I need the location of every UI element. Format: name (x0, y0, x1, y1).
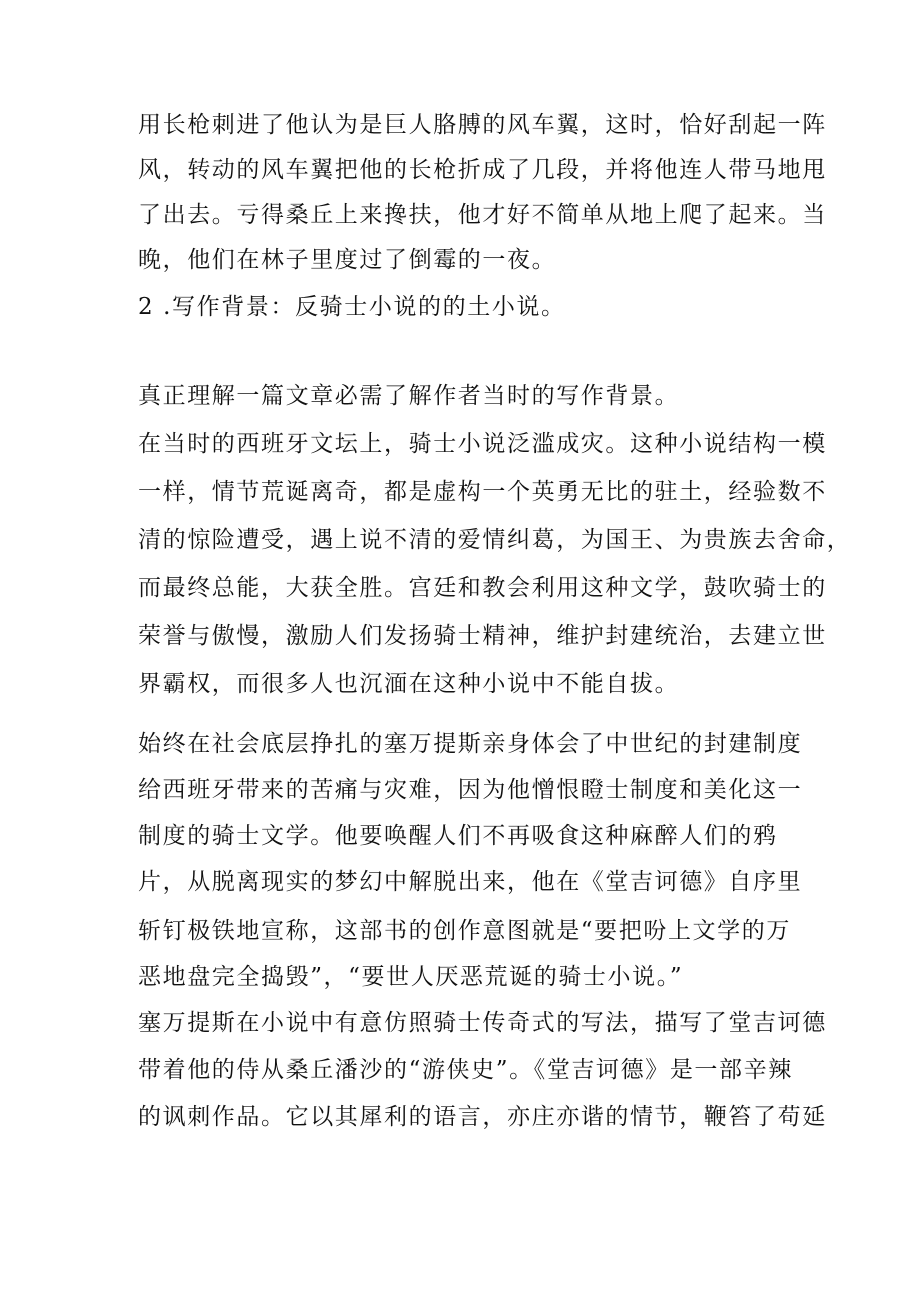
text-line: 真正理解一篇文章必需了解作者当时的写作背景。 (138, 383, 680, 409)
text-line: 一样，情节荒诞离奇，都是虚构一个英勇无比的驻土，经验数不 (138, 479, 827, 505)
text-line: 而最终总能，大获全胜。宫廷和教会利用这种文学，鼓吹骑士的 (138, 575, 827, 601)
text-line: 的讽刺作品。它以其犀利的语言，亦庄亦谐的情节，鞭笞了苟延 (138, 1104, 827, 1130)
text-line: 风，转动的风车翼把他的长枪折成了几段，并将他连人带马地甩 (138, 157, 827, 183)
text-line: 始终在社会底层挣扎的塞万提斯亲身体会了中世纪的封建制度 (138, 731, 803, 757)
text-line: 了出去。亏得桑丘上来搀扶，他才好不简单从地上爬了起来。当 (138, 202, 827, 228)
text-line: 清的惊险遭受，遇上说不清的爱情纠葛，为国王、为贵族去舍命， (138, 527, 852, 553)
text-line: 晚，他们在林子里度过了倒霉的一夜。 (138, 247, 557, 273)
text-line: 给西班牙带来的苦痛与灾难，因为他憎恨瞪士制度和美化这一 (138, 777, 803, 803)
text-line: 用长枪刺进了他认为是巨人胳膊的风车翼，这时，恰好刮起一阵 (138, 112, 827, 138)
text-line: 斩钉极铁地宣称，这部书的创作意图就是“要把吩上文学的万 (138, 918, 791, 944)
section-heading: 2 .写作背景：反骑士小说的的土小说。 (138, 294, 566, 320)
text-line: 荣誉与傲慢，激励人们发扬骑士精神，维护封建统治，去建立世 (138, 623, 827, 649)
text-line: 片，从脱离现实的梦幻中解脱出来，他在《堂吉诃德》自序里 (138, 869, 803, 895)
text-line: 制度的骑士文学。他要唤醒人们不再吸食这种麻醉人们的鸦 (138, 823, 778, 849)
text-line: 塞万提斯在小说中有意仿照骑士传奇式的写法，描写了堂吉诃德 (138, 1010, 827, 1036)
text-line: 在当时的西班牙文坛上，骑士小说泛滥成灾。这种小说结构一模 (138, 431, 827, 457)
text-line: 恶地盘完全捣毁”，“要世人厌恶荒诞的骑士小说。” (138, 964, 684, 990)
text-line: 界霸权，而很多人也沉湎在这种小说中不能自拔。 (138, 671, 680, 697)
text-line: 带着他的侍从桑丘潘沙的“游侠史”。《堂吉诃德》是一部辛辣 (138, 1057, 793, 1083)
